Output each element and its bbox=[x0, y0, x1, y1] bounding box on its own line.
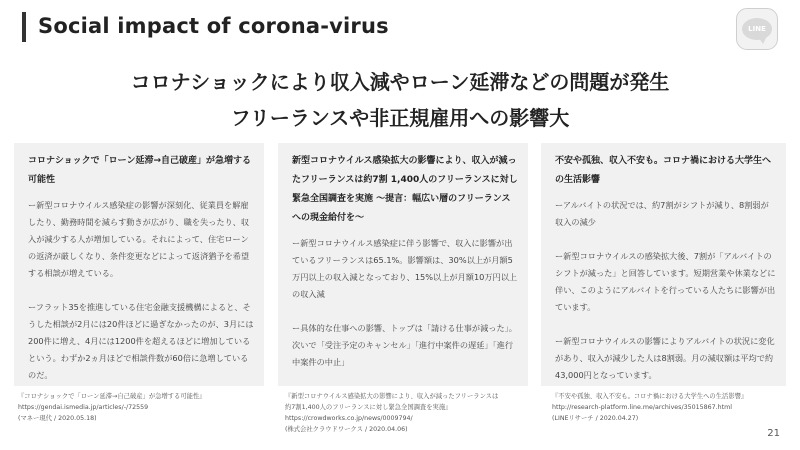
logo-text: LINE bbox=[748, 25, 766, 33]
card-paragraph: ー具体的な仕事への影響、トップは「請ける仕事が減った」。次いで「受注予定のキャンセル」「進行中案件の遅延」「進行中案件の中止」 bbox=[292, 323, 517, 367]
article-card-3 bbox=[541, 143, 786, 386]
page-number: 21 bbox=[767, 428, 780, 439]
source-url[interactable]: https://crowdworks.co.jp/news/0009794/ bbox=[285, 415, 413, 422]
card-paragraph: ーフラット35を推進している住宅金融支援機構によると、そうした相談が2月には20件ほどに過ぎなかったのが、3月には200件に増え、4月には1200件を超えるほどに増加しているという。わずか2ヵ月ほどで相談件数が60倍に急増しているのだ。 bbox=[28, 302, 254, 380]
card-paragraph: ーアルバイトの状況では、約7割がシフトが減り、8割弱が収入の減少 bbox=[555, 200, 769, 227]
card-paragraph: ー新型コロナウイルスの感染拡大後、7割が「アルバイトのシフトが減った」と回答しています。短期営業や休業などに伴い、このようにアルバイトを行っている人たちに影響が出ています。 bbox=[555, 251, 776, 312]
article-card-2 bbox=[278, 143, 528, 386]
card-title: コロナショックで「ローン延滞→自己破産」が急増する可能性 bbox=[28, 156, 252, 185]
source-title-cont: 約7割1,400人のフリーランスに対し緊急全国調査を実施』 bbox=[285, 404, 452, 411]
card-body bbox=[28, 197, 254, 401]
card-body bbox=[555, 197, 776, 401]
source-title: 『不安や孤独、収入不安も。コロナ禍における大学生への生活影響』 bbox=[552, 393, 748, 400]
card-paragraph: ー新型コロナウイルス感染症に伴う影響で、収入に影響が出ているフリーランスは65.1%。影響額は、30%以上が月額5万円以上の収入減となっており、15%以上が月額10万円以上の収入減 bbox=[292, 238, 518, 299]
title-accent-bar bbox=[22, 12, 26, 42]
card-paragraph: ー新型コロナウイルス感染症の影響が深刻化、従業員を解雇したり、勤務時間を減らす動きが広がり、職を失ったり、収入が減少する人が増加している。それによって、住宅ローンの返済が厳しくなり、条件変更などによって返済猶予を希望する相談が増えている。 bbox=[28, 200, 250, 278]
headline-line-1: コロナショックにより収入減やローン延滞などの問題が発生 bbox=[130, 70, 670, 94]
card-title: 不安や孤独、収入不安も。コロナ禍における大学生への生活影響 bbox=[555, 156, 772, 185]
card-paragraph: ー新型コロナウイルスの影響によりアルバイトの状況に変化があり、収入が減少した人は8割弱。月の減収額は平均で約43,000円となっています。 bbox=[555, 336, 775, 380]
headline-line-2: フリーランスや非正規雇用への影響大 bbox=[230, 106, 570, 130]
source-url[interactable]: http://research-platform.line.me/archives/35015867.html bbox=[552, 404, 732, 411]
card-title: 新型コロナウイルス感染拡大の影響により、収入が減ったフリーランスは約7割 1,400人のフリーランスに対し緊急全国調査を実施 〜提言：幅広い層のフリーランスへの現金給付を〜 bbox=[292, 156, 518, 223]
page-title: Social impact of corona-virus bbox=[38, 14, 389, 38]
source-title: 『コロナショックで「ローン延滞→自己破産」が急増する可能性』 bbox=[18, 393, 206, 400]
chat-bubble-icon bbox=[742, 18, 772, 40]
article-card-1 bbox=[14, 143, 264, 386]
source-citation-1 bbox=[18, 391, 268, 424]
source-citation-2 bbox=[285, 391, 535, 435]
line-logo bbox=[736, 8, 778, 50]
source-title: 『新型コロナウイルス感染拡大の影響により、収入が減ったフリーランスは bbox=[285, 393, 499, 400]
source-url[interactable]: https://gendai.ismedia.jp/articles/-/72559 bbox=[18, 404, 149, 411]
source-publisher: (マネー現代 / 2020.05.18) bbox=[18, 415, 97, 422]
source-citation-3 bbox=[552, 391, 792, 424]
card-body bbox=[292, 235, 518, 388]
source-publisher: (株式会社クラウドワークス / 2020.04.06) bbox=[285, 426, 408, 433]
source-publisher: (LINEリサーチ / 2020.04.27) bbox=[552, 415, 639, 422]
